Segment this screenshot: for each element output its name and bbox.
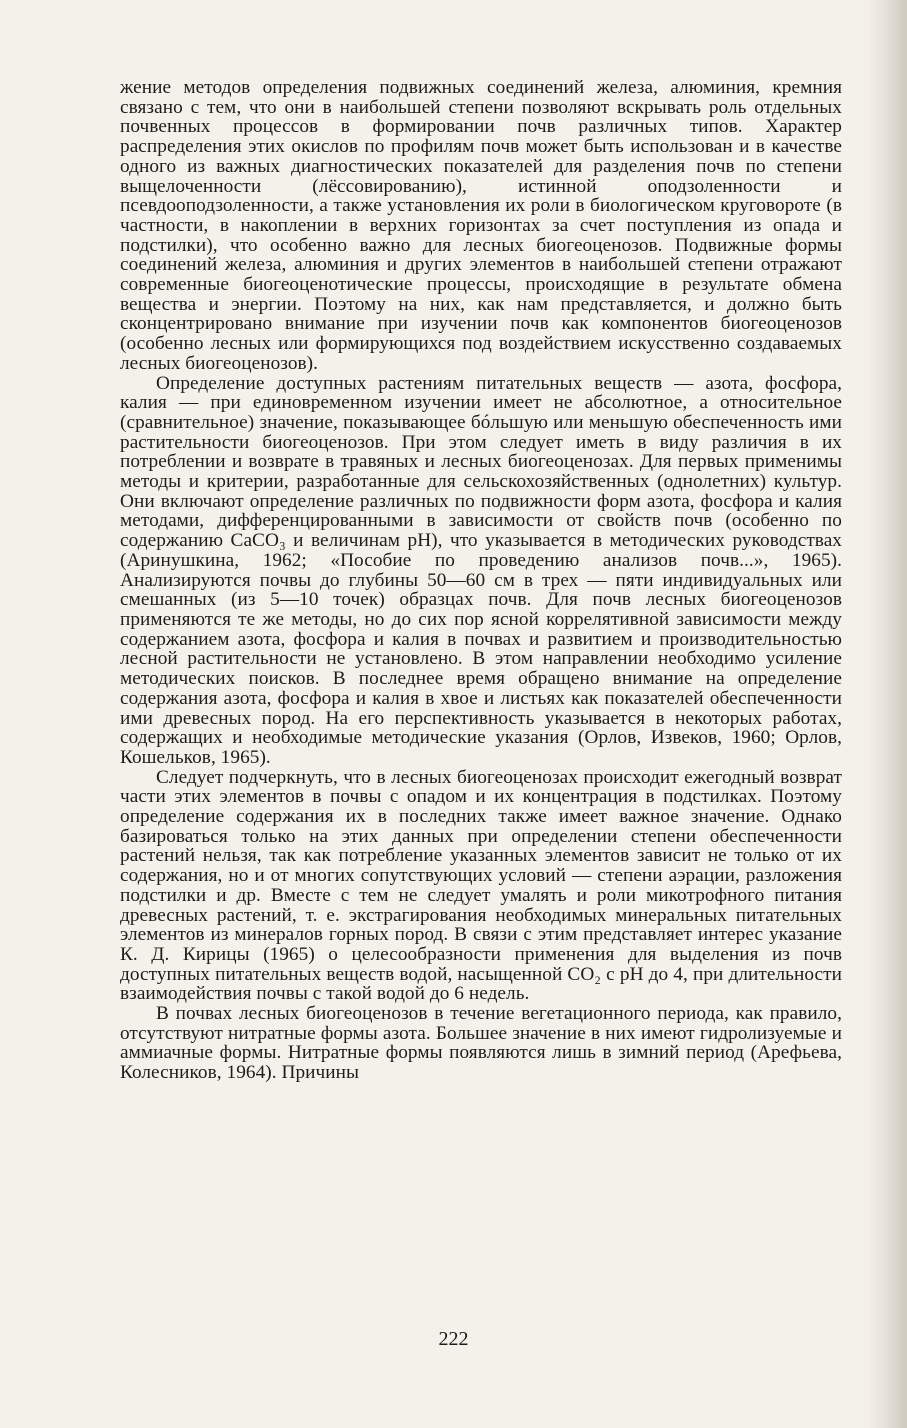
- page-number: 222: [438, 1328, 469, 1350]
- paragraph-litter: Следует подчеркнуть, что в лесных биогеоценозах происходит ежегодный возврат части этих элементов в почвы с опадом и их концентрация в подстилках. Поэтому определение содержания их в последних также имеет важное значение. Однако базироваться только на этих данных при определении степени обеспеченности растений нельзя, так как потребление указанных элементов зависит не только от их содержания, но и от многих сопутствующих условий — степени аэрации, разложения подстилки и др. Вместе с тем не следует умалять и роли микотрофного питания древесных растений, т. е. экстрагирования необходимых минеральных питательных элементов из минералов горных пород. В связи с этим представляет интерес указание К. Д. Кирицы (1965) о целесообразности применения для выделения из почв доступных питательных веществ водой, насыщенной CO₂ с pH до 4, при длительности взаимодействия почвы с такой водой до 6 недель.: [120, 766, 842, 1005]
- paragraph-nutrients: Определение доступных растениям питательных веществ — азота, фосфора, калия — при единовременном изучении имеет не абсолютное, а относительное (сравнительное) значение, показывающее бóльшую или меньшую обеспеченность ими растительности биогеоценозов. При этом следует иметь в виду различия в их потреблении и возврате в травяных и лесных биогеоценозах. Для первых применимы методы и критерии, разработанные для сельскохозяйственных (однолетних) культур. Они включают определение различных по подвижности форм азота, фосфора и калия методами, дифференцированными в зависимости от свойств почв (особенно по содержанию CaCO₃ и величинам pH), что указывается в методических руководствах (Аринушкина, 1962; «Пособие по проведению анализов почв...», 1965). Анализируются почвы до глубины 50—60 см в трех — пяти индивидуальных или смешанных (из 5—10 точек) образцах почв. Для почв лесных биогеоценозов применяются те же методы, но до сих пор ясной коррелятивной зависимости между содержанием азота, фосфора и калия в почвах и развитием и производительностью лесной растительности не установлено. В этом направлении необходимо усиление методических поисков. В последнее время обращено внимание на определение содержания азота, фосфора и калия в хвое и листьях как показателей обеспеченности ими древесных пород. На его перспективность указывается в некоторых работах, содержащих и необходимые методические указания (Орлов, Извеков, 1960; Орлов, Кошельков, 1965).: [120, 372, 842, 768]
- body-text: [120, 78, 842, 1083]
- paragraph-nitrogen: В почвах лесных биогеоценозов в течение вегетационного периода, как правило, отсутствуют нитратные формы азота. Большее значение в них имеют гидролизуемые и аммиачные формы. Нитратные формы появляются лишь в зимний период (Арефьева, Колесников, 1964). Причины: [120, 1003, 842, 1084]
- page-edge-shadow: [867, 0, 907, 1428]
- paragraph-continuation: жение методов определения подвижных соединений железа, алюминия, кремния связано с тем, что они в наибольшей степени позволяют вскрывать роль отдельных почвенных процессов в формировании почв различных типов. Характер распределения этих окислов по профилям почв может быть использован и в качестве одного из важных диагностических показателей для разделения почв по степени выщелоченности (лёссовированию), истинной оподзоленности и псевдооподзоленности, а также установления их роли в биологическом круговороте (в частности, в накоплении в верхних горизонтах за счет поступления из опада и подстилки), что особенно важно для лесных биогеоценозов. Подвижные формы соединений железа, алюминия и других элементов в наибольшей степени отражают современные биогеоценотические процессы, происходящие в результате обмена вещества и энергии. Поэтому на них, как нам представляется, и должно быть сконцентрировано внимание при изучении почв как компонентов биогеоценозов (особенно лесных или формирующихся под воздействием искусственно создаваемых лесных биогеоценозов).: [120, 77, 842, 374]
